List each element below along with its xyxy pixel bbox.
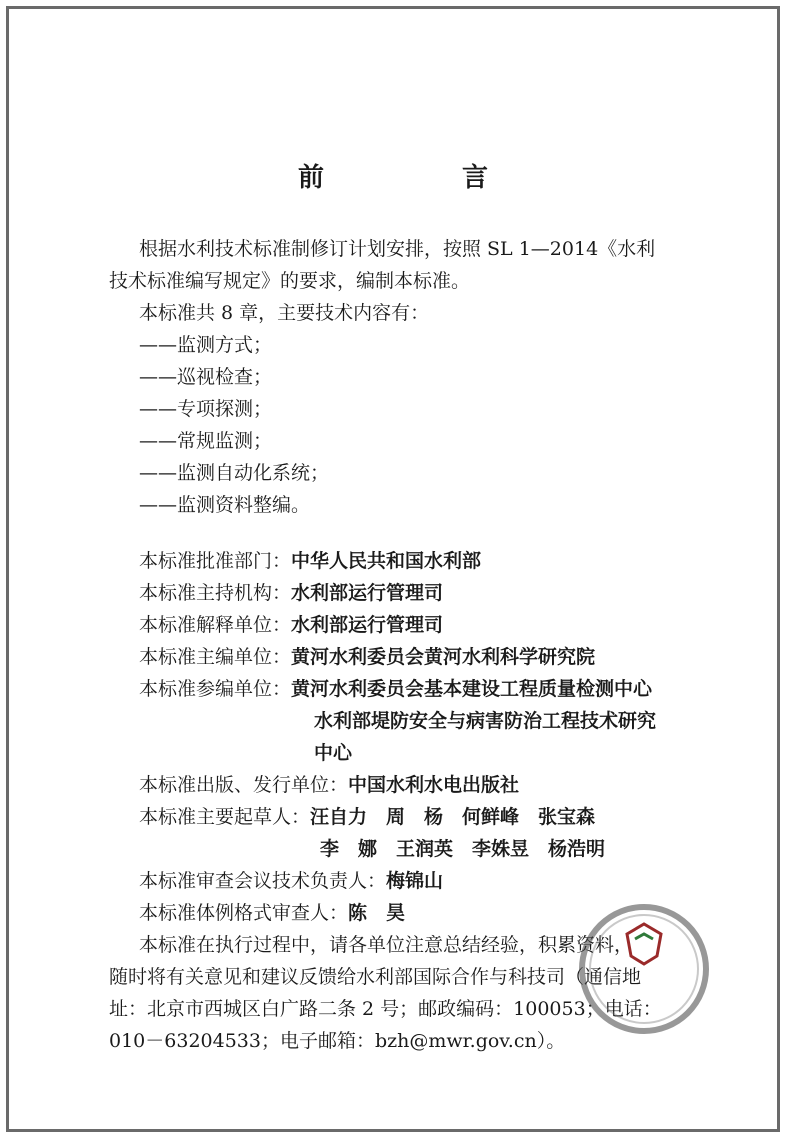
drafters-row (139, 801, 595, 833)
list-item: ——常规监测； (139, 430, 273, 452)
co-editor-value-cont: 水利部堤防安全与病害防治工程技术研究 (314, 710, 657, 732)
closing-line: 010－63204533；电子邮箱：bzh@mwr.gov.cn）。 (109, 1030, 566, 1052)
publisher-value: 中国水利水电出版社 (348, 774, 520, 796)
stamp-seal (569, 894, 719, 1044)
approval-row (139, 545, 481, 577)
chief-editor-row (139, 641, 595, 673)
closing-line: 址：北京市西城区白广路二条 2 号；邮政编码：100053；电话： (109, 998, 662, 1020)
approval-label: 本标准批准部门： (139, 550, 292, 572)
chief-editor-label: 本标准主编单位： (139, 646, 292, 668)
page-title: 前 言 (297, 163, 544, 193)
approval-value: 中华人民共和国水利部 (291, 550, 482, 572)
drafters-names-cont: 李 娜 王润英 李姝昱 杨浩明 (320, 838, 606, 860)
format-value: 陈 昊 (348, 902, 406, 924)
drafters-names: 汪自力 周 杨 何鲜峰 张宝森 (310, 806, 596, 828)
host-label: 本标准主持机构： (139, 582, 292, 604)
chief-editor-value: 黄河水利委员会黄河水利科学研究院 (291, 646, 596, 668)
list-item: ——专项探测； (139, 398, 273, 420)
document-page (6, 6, 780, 1132)
review-label: 本标准审查会议技术负责人： (139, 870, 387, 892)
publisher-row (139, 769, 519, 801)
co-editor-value: 黄河水利委员会基本建设工程质量检测中心 (291, 678, 653, 700)
interpret-row (139, 609, 443, 641)
host-value: 水利部运行管理司 (291, 582, 444, 604)
interpret-value: 水利部运行管理司 (291, 614, 444, 636)
drafters-label: 本标准主要起草人： (139, 806, 311, 828)
co-editor-label: 本标准参编单位： (139, 678, 292, 700)
review-value: 梅锦山 (386, 870, 444, 892)
host-row (139, 577, 443, 609)
intro-chapters: 本标准共 8 章，主要技术内容有： (139, 302, 430, 324)
format-row (139, 897, 405, 929)
co-editor-row (139, 673, 652, 705)
intro-line-1: 根据水利技术标准制修订计划安排，按照 SL 1—2014《水利 (139, 238, 656, 260)
interpret-label: 本标准解释单位： (139, 614, 292, 636)
closing-line: 随时将有关意见和建议反馈给水利部国际合作与科技司（通信地 (109, 966, 642, 988)
list-item: ——巡视检查； (139, 366, 273, 388)
review-row (139, 865, 443, 897)
co-editor-value-cont: 中心 (314, 742, 353, 764)
list-item: ——监测资料整编。 (139, 494, 311, 516)
list-item: ——监测方式； (139, 334, 273, 356)
publisher-label: 本标准出版、发行单位： (139, 774, 349, 796)
intro-line-2: 技术标准编写规定》的要求，编制本标准。 (109, 270, 471, 292)
list-item: ——监测自动化系统； (139, 462, 330, 484)
closing-line: 本标准在执行过程中，请各单位注意总结经验，积累资料， (139, 934, 634, 956)
format-label: 本标准体例格式审查人： (139, 902, 349, 924)
